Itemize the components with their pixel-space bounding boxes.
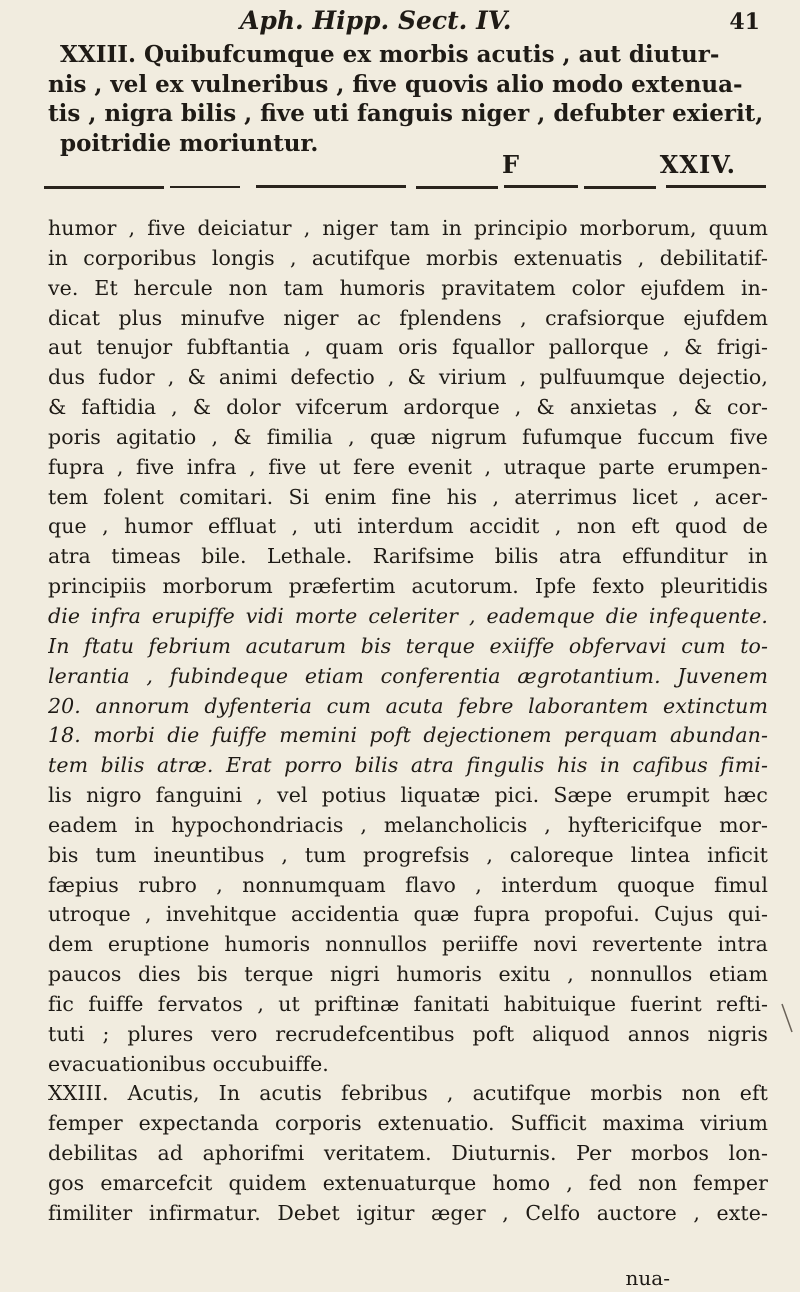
commentary-line: XXIII. Acutis, In acutis febribus , acutifque morbis non eft: [48, 1081, 768, 1106]
commentary-line: die infra erupiffe vidi morte celeriter , eademque die infequente.: [48, 603, 768, 628]
aphorism-line: nis , vel ex vulneribus , five quovis alio modo extenua-: [48, 70, 743, 98]
signature-mark: F: [502, 150, 520, 179]
commentary-line: humor , five deiciatur , niger tam in principio morborum, quum: [48, 216, 768, 240]
page-number: 41: [729, 9, 760, 35]
commentary-line: 18. morbi die fuiffe memini poft dejectionem perquam abundan-: [48, 723, 768, 748]
commentary-line: evacuationibus occubuiffe.: [48, 1051, 329, 1076]
commentary-line: & faftidia , & dolor vifcerum ardorque , & anxietas , & cor-: [48, 395, 768, 420]
commentary-line: tem bilis atræ. Erat porro bilis atra fingulis his in cafibus fimi-: [48, 753, 768, 778]
aphorism-line: poitridie moriuntur.: [60, 129, 319, 157]
commentary-line: dicat plus minufve niger ac fplendens , crafsiorque ejufdem: [48, 305, 768, 330]
commentary-line: femper expectanda corporis extenuatio. Sufficit maxima virium: [48, 1111, 768, 1136]
catchword-bottom: nua-: [625, 1266, 670, 1290]
running-title: Aph. Hipp. Sect. IV.: [240, 6, 512, 35]
aphorism-block: [48, 40, 763, 158]
commentary-line: dem eruptione humoris nonnullos periiffe novi revertente intra: [48, 932, 768, 957]
commentary-line: debilitas ad aphorifmi veritatem. Diuturnis. Per morbos lon-: [48, 1141, 768, 1166]
commentary-line: lerantia , fubindeque etiam conferentia ægrotantium. Juvenem: [48, 663, 768, 688]
commentary-line: fæpius rubro , nonnumquam flavo , interdum quoque fimul: [48, 872, 768, 897]
aphorism-line: XXIII. Quibufcumque ex morbis acutis , aut diutur-: [60, 41, 720, 68]
commentary-text: [48, 214, 768, 1229]
commentary-line: fupra , five infra , five ut fere evenit , utraque parte erumpen-: [48, 454, 768, 479]
commentary-line: que , humor effluat , uti interdum accidit , non eft quod de: [48, 514, 768, 539]
commentary-line: paucos dies bis terque nigri humoris exitu , nonnullos etiam: [48, 962, 768, 987]
commentary-line: fimiliter infirmatur. Debet igitur æger , Celfo auctore , exte-: [48, 1200, 768, 1225]
commentary-line: atra timeas bile. Lethale. Rarifsime bilis atra effunditur in: [48, 544, 768, 569]
commentary-line: aut tenujor fubftantia , quam oris fquallor pallorque , & frigi-: [48, 335, 768, 360]
commentary-line: gos emarcefcit quidem extenuaturque homo , fed non femper: [48, 1171, 768, 1195]
commentary-line: bis tum ineuntibus , tum progrefsis , caloreque lintea inficit: [48, 842, 768, 867]
commentary-line: utroque , invehitque accidentia quæ fupra propofui. Cujus qui-: [48, 902, 768, 927]
commentary-line: tuti ; plures vero recrudefcentibus poft aliquod annos nigris: [48, 1021, 768, 1046]
commentary-line: 20. annorum dyfenteria cum acuta febre laborantem extinctum: [48, 693, 768, 718]
commentary-line: poris agitatio , & fimilia , quæ nigrum fufumque fuccum five: [48, 424, 768, 449]
commentary-line: tem folent comitari. Si enim fine his , aterrimus licet , acer-: [48, 484, 768, 509]
commentary-line: ve. Et hercule non tam humoris pravitatem color ejufdem in-: [48, 275, 768, 300]
commentary-line: in corporibus longis , acutifque morbis extenuatis , debilitatif-: [48, 245, 768, 270]
commentary-line: fic fuiffe fervatos , ut priftinæ fanitati habituique fuerint refti-: [48, 991, 768, 1016]
margin-pencil-mark: [780, 1002, 794, 1034]
commentary-line: eadem in hypochondriacis , melancholicis , hyftericifque mor-: [48, 812, 768, 837]
commentary-line: In ftatu febrium acutarum bis terque exiiffe obfervavi cum to-: [48, 633, 768, 658]
rule-line-graphic: [44, 180, 766, 194]
catchword-top: XXIV.: [659, 150, 736, 179]
commentary-line: lis nigro fanguini , vel potius liquatæ pici. Sæpe erumpit hæc: [48, 783, 768, 808]
aphorism-line: tis , nigra bilis , five uti fanguis niger , defubter exierit,: [48, 100, 764, 127]
running-head: [240, 6, 760, 40]
commentary-line: principiis morborum præfertim acutorum. Ipfe fexto pleuritidis: [48, 574, 768, 599]
section-rule: [44, 180, 766, 194]
commentary-line: dus fudor , & animi defectio , & virium , pulfuumque dejectio,: [48, 365, 768, 390]
